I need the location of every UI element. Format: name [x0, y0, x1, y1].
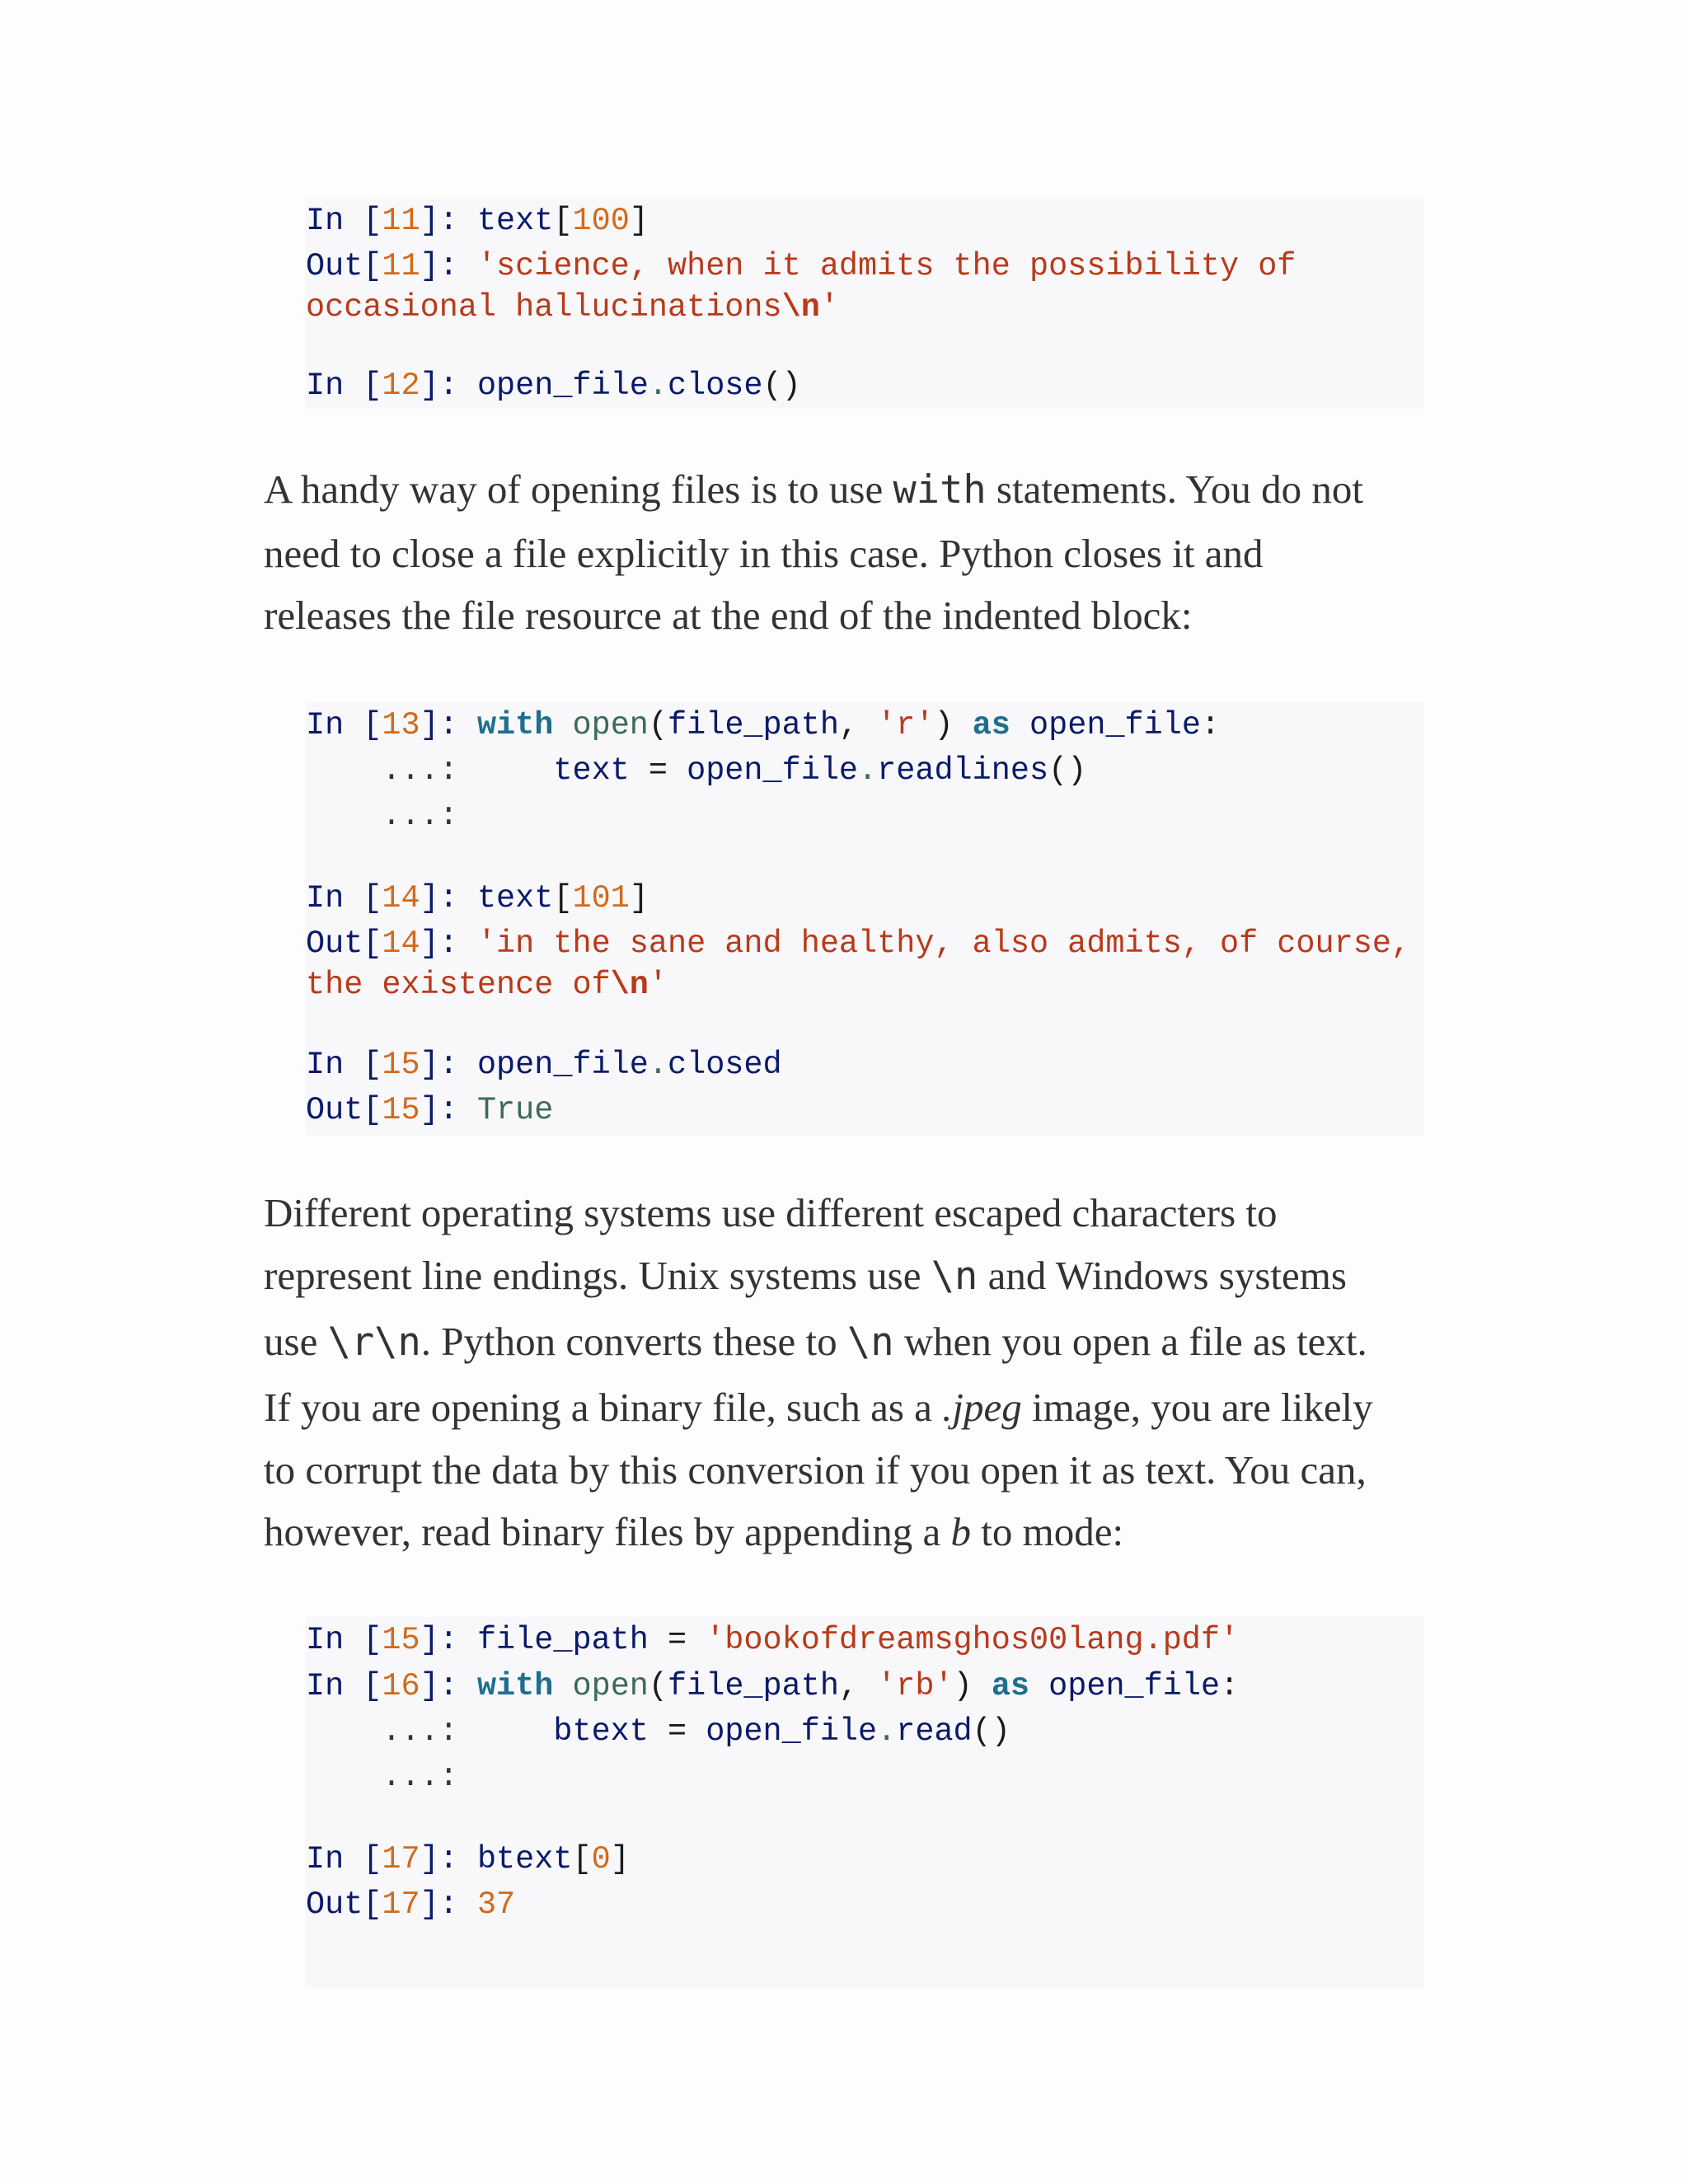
code-line: [306, 1754, 458, 1800]
code-line: [306, 1836, 630, 1882]
punct: (): [762, 368, 801, 404]
text-run: and Windows systems: [978, 1253, 1347, 1298]
text-run: If you are opening a binary file, such as a: [264, 1385, 943, 1430]
prompt-in: In [: [306, 707, 382, 743]
code-line: [306, 748, 1086, 794]
punct: :: [1200, 707, 1221, 743]
identifier: open_file: [1048, 1668, 1221, 1704]
punct: (: [648, 1668, 668, 1704]
italic-text: b: [950, 1509, 971, 1554]
keyword: with: [476, 1668, 554, 1704]
string-literal: ': [819, 289, 839, 326]
prompt-close: ]:: [420, 1668, 477, 1704]
identifier: open_file: [687, 752, 859, 789]
punct: (): [972, 1713, 1010, 1750]
code-line: [306, 1663, 1239, 1709]
string-literal: ': [648, 967, 668, 1003]
code-block-2: [306, 702, 1424, 1135]
paragraph-1: [264, 466, 1434, 655]
prompt-close: ]:: [420, 368, 477, 404]
cell-number: 11: [382, 203, 420, 239]
cell-number: 15: [382, 1622, 420, 1658]
code-line: [306, 198, 649, 244]
punct: ]: [629, 203, 649, 239]
prompt-close: ]:: [420, 707, 477, 743]
code-line: [306, 1708, 1010, 1755]
number-literal: 100: [572, 203, 630, 239]
punct: .: [858, 752, 878, 789]
code-line: [306, 793, 458, 839]
punct: ]: [629, 880, 649, 916]
italic-text: .jpeg: [942, 1385, 1022, 1430]
cell-number: 12: [382, 368, 420, 404]
continuation-prompt: ...:: [306, 798, 458, 834]
punct: [: [572, 1841, 592, 1877]
code-line: [306, 921, 1410, 967]
text-run: A handy way of opening files is to use: [264, 466, 893, 512]
inline-code: \n: [846, 1319, 894, 1365]
code-line: [306, 284, 839, 330]
identifier: read: [896, 1713, 973, 1750]
string-literal: occasional hallucinations: [306, 289, 782, 326]
space: [553, 1668, 572, 1704]
prompt-close: ]:: [420, 248, 477, 284]
space: [1010, 707, 1029, 743]
builtin: True: [476, 1092, 554, 1128]
prompt-out: Out[: [306, 1092, 382, 1128]
prompt-close: ]:: [420, 926, 477, 962]
string-literal: 'science, when it admits the possibility of: [476, 248, 1296, 284]
punct: ): [953, 1668, 992, 1704]
prompt-in: In [: [306, 1668, 382, 1704]
punct: ,: [838, 707, 878, 743]
prompt-close: ]:: [420, 1886, 477, 1923]
prompt-out: Out[: [306, 248, 382, 284]
paragraph-line: [264, 1252, 1347, 1299]
code-line: [306, 1882, 515, 1928]
punct: (: [648, 707, 668, 743]
keyword: as: [972, 707, 1010, 743]
cell-number: 11: [382, 248, 420, 284]
punct: ): [934, 707, 973, 743]
identifier: close: [668, 368, 763, 404]
prompt-close: ]:: [420, 203, 477, 239]
identifier: btext: [476, 1841, 573, 1877]
identifier: text: [476, 203, 554, 239]
string-literal: 'bookofdreamsghos00lang.pdf': [706, 1622, 1240, 1658]
punct: [: [553, 880, 573, 916]
code-line: [306, 1617, 1239, 1663]
string-literal: 'rb': [877, 1668, 954, 1704]
punct: ]: [610, 1841, 630, 1877]
identifier: open_file: [1029, 707, 1201, 743]
prompt-out: Out[: [306, 1886, 382, 1923]
cell-number: 17: [382, 1841, 420, 1877]
cell-number: 17: [382, 1886, 420, 1923]
identifier: open_file: [476, 1047, 649, 1083]
number-literal: 0: [591, 1841, 611, 1877]
identifier: text: [553, 752, 630, 789]
code-line: [306, 1042, 782, 1088]
paragraph-line: [264, 1508, 1123, 1555]
prompt-in: In [: [306, 1047, 382, 1083]
paragraph-line: releases the file resource at the end of the indented block:: [264, 593, 1193, 638]
string-literal: 'in the sane and healthy, also admits, of course,: [476, 926, 1411, 962]
operator: =: [629, 752, 687, 789]
builtin: open: [572, 707, 649, 743]
cell-number: 14: [382, 880, 420, 916]
code-line: [306, 243, 1296, 289]
code-block-1: [306, 198, 1424, 409]
prompt-close: ]:: [420, 880, 477, 916]
code-line: [306, 702, 1220, 748]
punct: :: [1220, 1668, 1240, 1704]
prompt-close: ]:: [420, 1622, 477, 1658]
operator: =: [648, 1622, 706, 1658]
punct: ,: [838, 1668, 878, 1704]
prompt-in: In [: [306, 1622, 382, 1658]
identifier: readlines: [877, 752, 1049, 789]
text-run: statements. You do not: [986, 466, 1364, 512]
paragraph-line: to corrupt the data by this conversion if you open it as text. You can,: [264, 1447, 1367, 1493]
escape-sequence: \n: [781, 289, 820, 326]
inline-code: \n: [931, 1254, 978, 1299]
identifier: open_file: [706, 1713, 878, 1750]
number-literal: 37: [476, 1886, 516, 1923]
punct: .: [648, 1047, 668, 1083]
punct: .: [877, 1713, 897, 1750]
inline-code: \r\n: [327, 1319, 421, 1365]
cell-number: 13: [382, 707, 420, 743]
identifier: file_path: [668, 707, 839, 743]
inline-code: with: [893, 467, 987, 513]
operator: =: [648, 1713, 706, 1750]
punct: [: [553, 203, 573, 239]
text-run: when you open a file as text.: [893, 1319, 1367, 1364]
paragraph-line: need to close a file explicitly in this case. Python closes it and: [264, 531, 1264, 576]
identifier: open_file: [476, 368, 649, 404]
code-line: [306, 363, 801, 409]
prompt-close: ]:: [420, 1047, 477, 1083]
prompt-close: ]:: [420, 1092, 477, 1128]
cell-number: 16: [382, 1668, 420, 1704]
paragraph-line: [264, 1318, 1367, 1365]
keyword: with: [476, 707, 554, 743]
continuation-prompt: ...:: [306, 752, 554, 789]
identifier: text: [476, 880, 554, 916]
prompt-in: In [: [306, 368, 382, 404]
code-block-3: [306, 1617, 1424, 1988]
prompt-in: In [: [306, 880, 382, 916]
text-run: represent line endings. Unix systems use: [264, 1253, 931, 1298]
cell-number: 15: [382, 1092, 420, 1128]
continuation-prompt: ...:: [306, 1759, 458, 1795]
code-line: [306, 1087, 553, 1133]
identifier: file_path: [476, 1622, 649, 1658]
builtin: open: [572, 1668, 649, 1704]
text-run: to mode:: [970, 1509, 1124, 1554]
text-run: . Python converts these to: [420, 1319, 847, 1364]
prompt-in: In [: [306, 1841, 382, 1877]
space: [553, 707, 572, 743]
punct: .: [648, 368, 668, 404]
paragraph-line: Different operating systems use different escaped characters to: [264, 1190, 1278, 1235]
prompt-close: ]:: [420, 1841, 477, 1877]
identifier: file_path: [668, 1668, 839, 1704]
cell-number: 15: [382, 1047, 420, 1083]
string-literal: 'r': [877, 707, 935, 743]
prompt-in: In [: [306, 203, 382, 239]
keyword: as: [991, 1668, 1030, 1704]
string-literal: the existence of: [306, 967, 611, 1003]
punct: (): [1048, 752, 1087, 789]
cell-number: 14: [382, 926, 420, 962]
code-line: [306, 962, 668, 1008]
paragraph-line: [264, 466, 1363, 513]
escape-sequence: \n: [610, 967, 649, 1003]
paragraph-line: [264, 1384, 1373, 1431]
code-line: [306, 875, 649, 921]
number-literal: 101: [572, 880, 630, 916]
continuation-prompt: ...:: [306, 1713, 554, 1750]
text-run: however, read binary files by appending a: [264, 1509, 951, 1554]
paragraph-2: [264, 1189, 1434, 1568]
space: [1029, 1668, 1048, 1704]
identifier: closed: [668, 1047, 782, 1083]
identifier: btext: [553, 1713, 649, 1750]
prompt-out: Out[: [306, 926, 382, 962]
text-run: use: [264, 1319, 328, 1364]
text-run: image, you are likely: [1021, 1385, 1373, 1430]
